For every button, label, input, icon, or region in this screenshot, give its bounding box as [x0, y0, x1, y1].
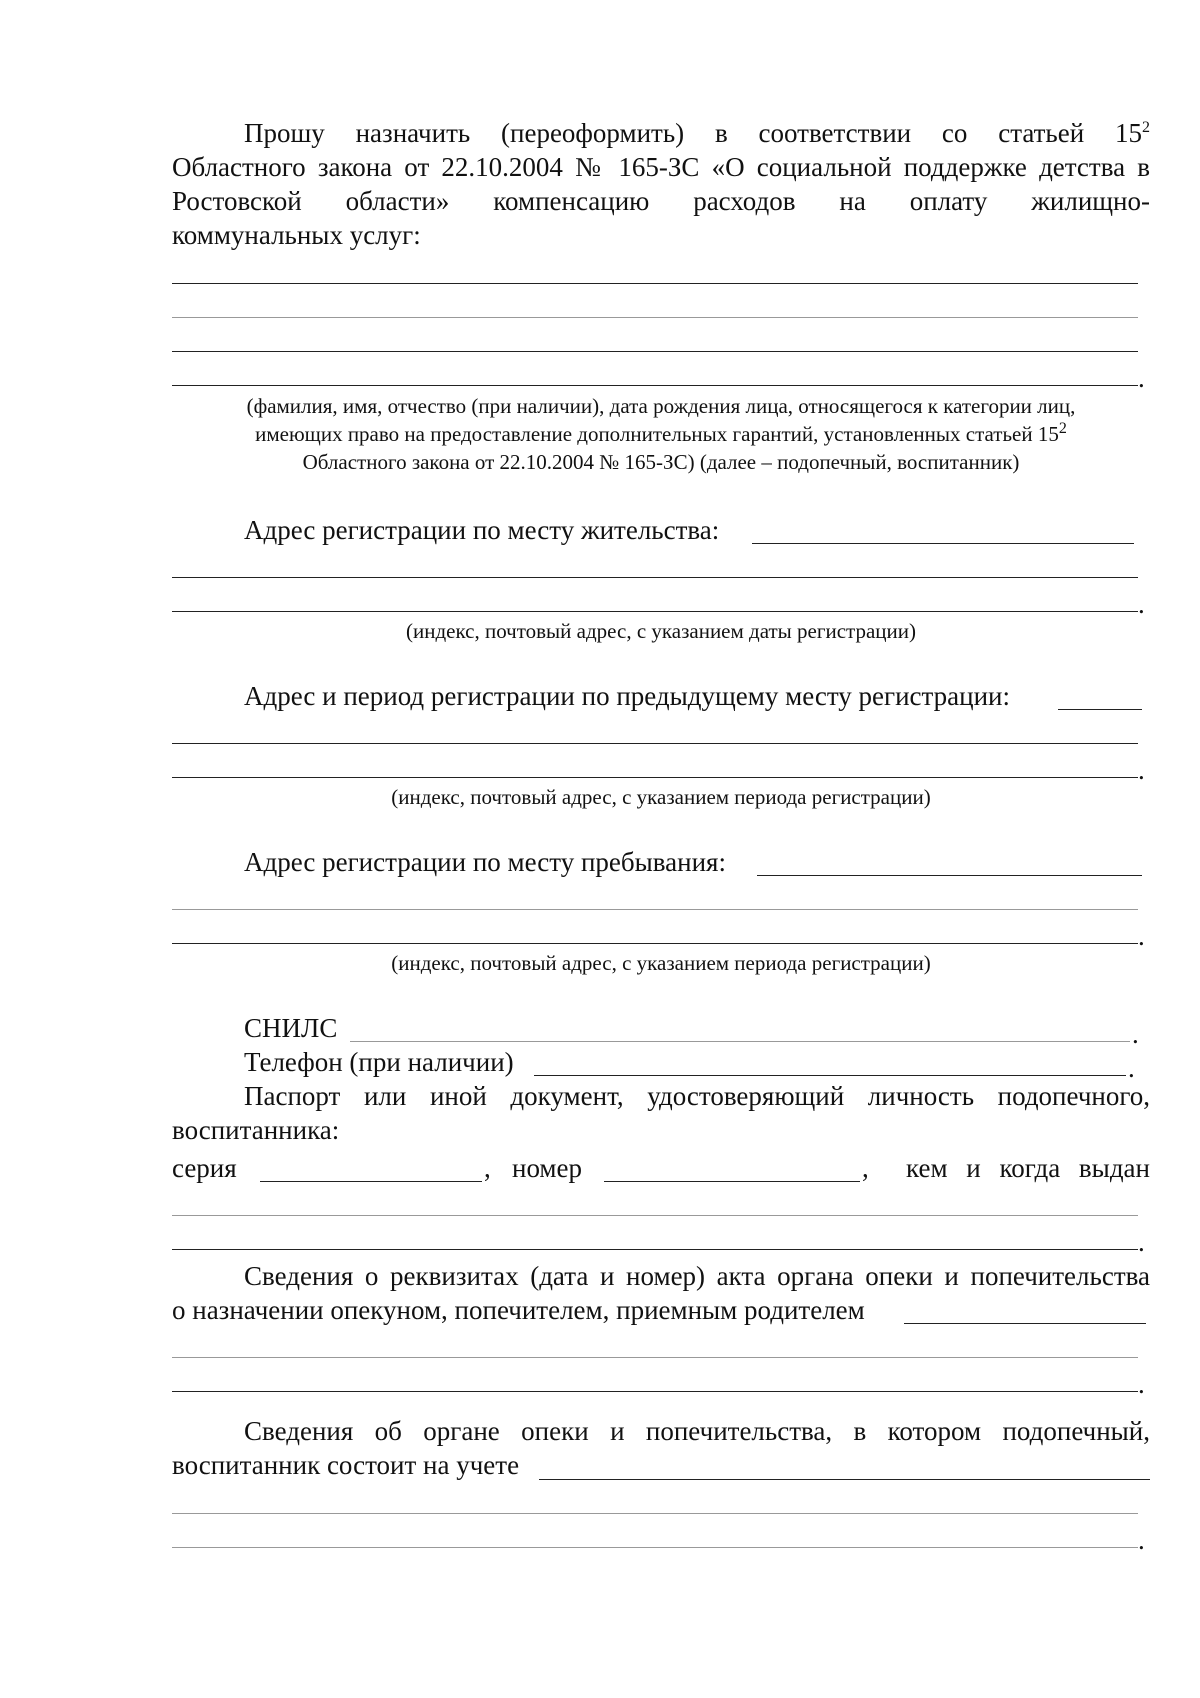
passport-number-label: номер [512, 1153, 583, 1183]
guardian-body-end-dot: . [1138, 1525, 1145, 1555]
passport-line-1: Паспорт или иной документ, удостоверяющий личность подопечного, [244, 1081, 1150, 1111]
previous-caption: (индекс, почтовый адрес, с указанием периода регистрации) [391, 785, 931, 809]
guardian-body-line-1: Сведения об органе опеки и попечительства, в котором подопечный, [244, 1416, 1150, 1446]
stay-end-dot: . [1138, 921, 1145, 951]
passport-issued-field-line-2[interactable] [172, 1249, 1138, 1250]
guardian-body-field-line-3[interactable] [172, 1547, 1138, 1548]
residence-caption: (индекс, почтовый адрес, с указанием даты регистрации) [406, 619, 916, 643]
person-caption-line-3: Областного закона от 22.10.2004 № 165-ЗС) (далее – подопечный, воспитанник) [302, 450, 1020, 474]
previous-end-dot: . [1138, 755, 1145, 785]
residence-field-line-2[interactable] [172, 577, 1138, 578]
intro-line-3: Ростовской области» компенсацию расходов на оплату жилищно- [172, 186, 1150, 216]
guardian-act-field-line-1[interactable] [904, 1323, 1146, 1324]
guardian-body-line-2: воспитанник состоит на учете [172, 1450, 520, 1480]
stay-label: Адрес регистрации по месту пребывания: [244, 847, 726, 877]
person-field-line-3[interactable] [172, 351, 1138, 352]
residence-field-line-1[interactable] [752, 543, 1134, 544]
guardian-act-end-dot: . [1138, 1369, 1145, 1399]
passport-end-dot: . [1138, 1227, 1145, 1257]
residence-end-dot: . [1138, 589, 1145, 619]
snils-label: СНИЛС [244, 1013, 338, 1043]
guardian-body-field-line-2[interactable] [172, 1513, 1138, 1514]
caption-superscript: 2 [1058, 420, 1067, 437]
stay-field-line-1[interactable] [757, 875, 1142, 876]
previous-field-line-1[interactable] [1058, 709, 1142, 710]
person-caption-line-1: (фамилия, имя, отчество (при наличии), дата рождения лица, относящегося к категории лиц, [246, 394, 1076, 418]
person-field-line-2[interactable] [172, 317, 1138, 318]
intro-line-2: Областного закона от 22.10.2004 № 165-ЗС «О социальной поддержке детства в [172, 152, 1150, 182]
person-caption-line-2: имеющих право на предоставление дополнительных гарантий, установленных статьей $15^2$ [255, 420, 1067, 446]
snils-end-dot: . [1132, 1019, 1139, 1049]
intro-line-4: коммунальных услуг: [172, 220, 421, 250]
previous-field-line-3[interactable] [172, 777, 1138, 778]
person-field-line-4[interactable] [172, 385, 1138, 386]
guardian-body-field-line-1[interactable] [539, 1479, 1150, 1480]
phone-field-line[interactable] [534, 1075, 1126, 1076]
previous-label: Адрес и период регистрации по предыдущему месту регистрации: [244, 681, 1010, 711]
passport-comma-1: , [484, 1153, 491, 1183]
passport-number-field[interactable] [604, 1181, 860, 1182]
passport-series-field[interactable] [260, 1181, 482, 1182]
stay-field-line-2[interactable] [172, 909, 1138, 910]
intro-superscript: 2 [1142, 119, 1150, 136]
guardian-act-line-1: Сведения о реквизитах (дата и номер) акта органа опеки и попечительства [244, 1261, 1150, 1291]
phone-label: Телефон (при наличии) [244, 1047, 514, 1077]
passport-series-label: серия [172, 1153, 237, 1183]
passport-issued-field-line-1[interactable] [172, 1215, 1138, 1216]
guardian-act-field-line-3[interactable] [172, 1391, 1138, 1392]
residence-label: Адрес регистрации по месту жительства: [244, 515, 720, 545]
passport-comma-2: , [862, 1153, 869, 1183]
passport-line-2: воспитанника: [172, 1115, 340, 1145]
person-end-dot: . [1138, 363, 1145, 393]
guardian-act-field-line-2[interactable] [172, 1357, 1138, 1358]
person-field-line-1[interactable] [172, 283, 1138, 284]
passport-issued-label: кем и когда выдан [906, 1153, 1150, 1183]
guardian-act-line-2: о назначении опекуном, попечителем, приемным родителем [172, 1295, 865, 1325]
phone-end-dot: . [1128, 1053, 1135, 1083]
previous-field-line-2[interactable] [172, 743, 1138, 744]
stay-caption: (индекс, почтовый адрес, с указанием периода регистрации) [391, 951, 931, 975]
snils-field-line[interactable] [350, 1041, 1130, 1042]
stay-field-line-3[interactable] [172, 943, 1138, 944]
intro-line-1: Прошу назначить (переоформить) в соответствии со статьей $15^2$ [244, 118, 1150, 148]
residence-field-line-3[interactable] [172, 611, 1138, 612]
